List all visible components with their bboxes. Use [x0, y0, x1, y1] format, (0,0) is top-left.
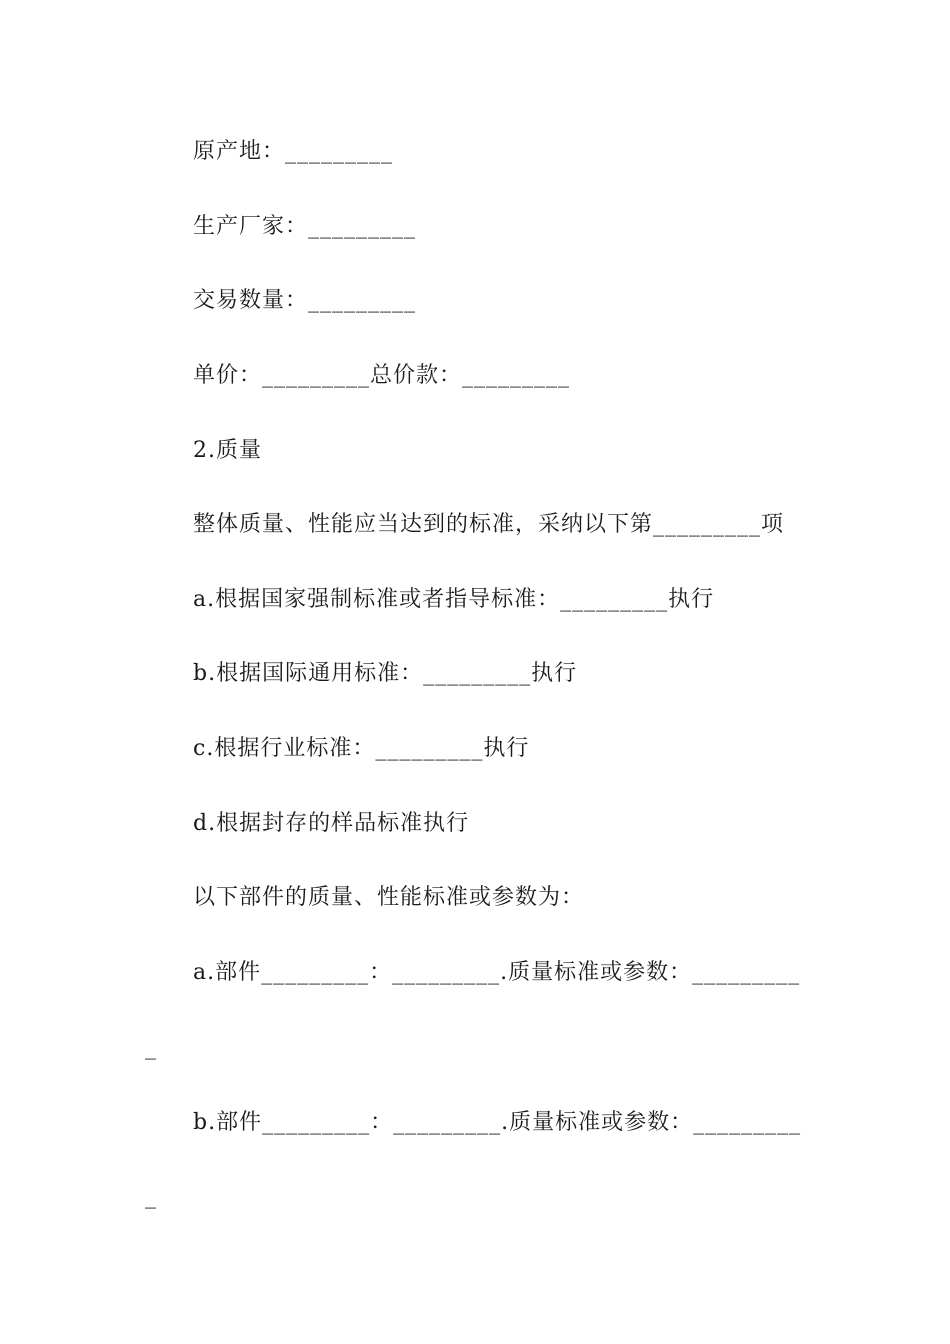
origin-line: 原产地：_________	[193, 139, 394, 164]
manufacturer-line: 生产厂家：_________	[193, 214, 417, 239]
section-heading-quality: 2.质量	[193, 438, 262, 463]
option-d-line: d.根据封存的样品标准执行	[193, 811, 470, 836]
quality-standard-line: 整体质量、性能应当达到的标准，采纳以下第_________项	[193, 512, 785, 537]
part-a-wrap: _	[145, 1035, 156, 1060]
part-b-line: b.部件_________：_________.质量标准或参数：_________	[193, 1110, 802, 1135]
option-a-line: a.根据国家强制标准或者指导标准：_________执行	[193, 587, 715, 612]
option-b-line: b.根据国际通用标准：_________执行	[193, 661, 578, 686]
parts-intro-line: 以下部件的质量、性能标准或参数为：	[193, 885, 585, 910]
option-c-line: c.根据行业标准：_________执行	[193, 736, 530, 761]
part-a-line: a.部件_________：_________.质量标准或参数：_________	[193, 960, 801, 985]
quantity-line: 交易数量：_________	[193, 288, 417, 313]
part-b-wrap: _	[145, 1184, 156, 1209]
price-line: 单价：_________总价款：_________	[193, 363, 571, 388]
